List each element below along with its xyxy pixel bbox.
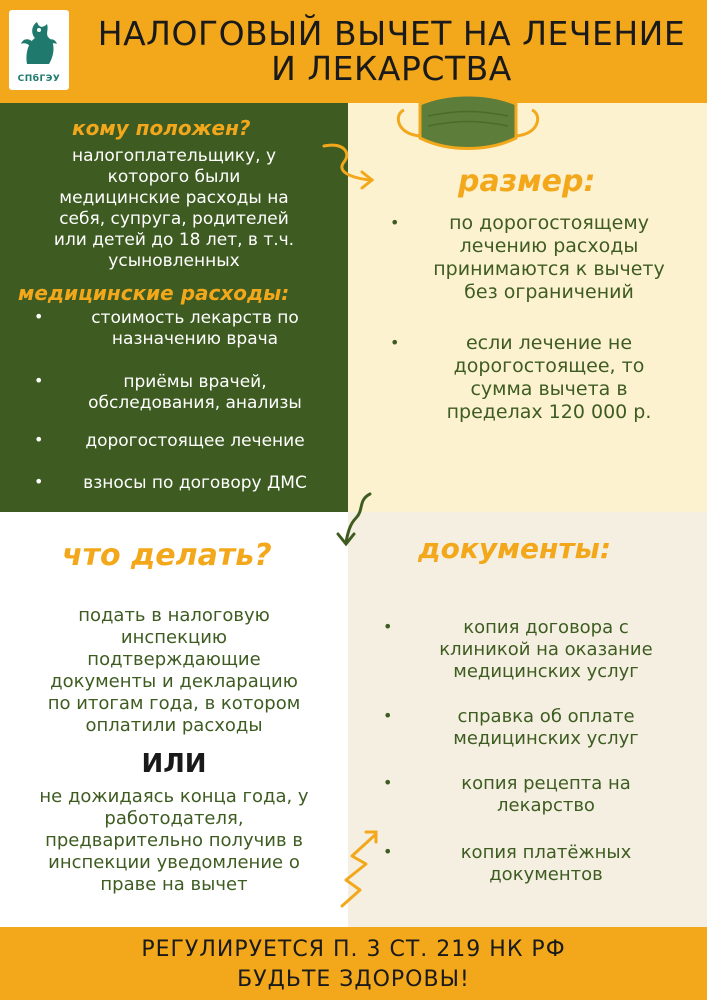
- griffin-logo-icon: [19, 16, 59, 72]
- text-line: лекарство: [497, 795, 595, 816]
- option-2-text: [6, 786, 342, 896]
- expense-item: [50, 308, 340, 350]
- text-line: медицинские расходы на: [59, 188, 289, 208]
- header-banner: [0, 0, 707, 103]
- text-line: сумма вычета в: [470, 378, 628, 400]
- expense-item: [50, 372, 340, 414]
- text-line: праве на вычет: [100, 874, 248, 895]
- bullet-dot: •: [383, 842, 393, 861]
- bullet-dot: •: [383, 773, 393, 792]
- text-line: оплатили расходы: [85, 715, 263, 736]
- bullet-dot: •: [34, 371, 44, 390]
- text-line: клиникой на оказание: [439, 639, 653, 660]
- text-line: медицинских услуг: [453, 728, 639, 749]
- footer-banner: [0, 927, 707, 1000]
- text-line: налогоплательщику, у: [71, 146, 277, 166]
- text-line: без ограничений: [464, 281, 634, 303]
- text-line: справка об оплате: [457, 706, 635, 727]
- documents-heading: документы:: [418, 532, 612, 565]
- logo-text: СПбГЭУ: [17, 74, 61, 84]
- text-line: лечению расходы: [459, 235, 639, 257]
- amount-item: [404, 212, 694, 304]
- text-line: документов: [489, 864, 603, 885]
- medical-mask-icon: [398, 90, 538, 156]
- text-line: дорогостоящее, то: [453, 355, 645, 377]
- text-line: копия договора с: [463, 617, 629, 638]
- regulation-line: РЕГУЛИРУЕТСЯ П. 3 СТ. 219 НК РФ: [141, 937, 566, 962]
- curly-arrow-icon: [322, 140, 382, 192]
- bullet-dot: •: [34, 307, 44, 326]
- bullet-dot: •: [34, 430, 44, 449]
- bullet-dot: •: [390, 333, 400, 352]
- page-title: [80, 16, 703, 86]
- text-line: себя, супруга, родителей: [59, 209, 289, 229]
- title-line: И ЛЕКАРСТВА: [271, 49, 512, 88]
- text-line: пределах 120 000 р.: [446, 401, 652, 423]
- text-line: по дорогостоящему: [449, 212, 649, 234]
- eligibility-text: [20, 146, 328, 272]
- document-item: [398, 773, 694, 817]
- text-line: копия рецепта на: [461, 773, 631, 794]
- bullet-dot: •: [390, 213, 400, 232]
- farewell-line: БУДЬТЕ ЗДОРОВЫ!: [237, 967, 470, 992]
- text-line: медицинских услуг: [453, 661, 639, 682]
- or-separator: ИЛИ: [141, 749, 207, 779]
- text-line: приёмы врачей,: [123, 372, 267, 392]
- text-line: обследования, анализы: [88, 393, 302, 413]
- text-line: или детей до 18 лет, в т.ч.: [53, 230, 295, 250]
- text-line: если лечение не: [465, 332, 633, 354]
- text-line: принимаются к вычету: [433, 258, 665, 280]
- text-line: стоимость лекарств по: [91, 308, 299, 328]
- expense-item: [50, 431, 340, 452]
- text-line: не дожидаясь конца года, у: [39, 786, 309, 807]
- text-line: по итогам года, в котором: [47, 693, 301, 714]
- text-line: инспекции уведомление о: [48, 852, 300, 873]
- eligibility-heading: кому положен?: [72, 116, 251, 140]
- text-line: усыновленных: [108, 251, 240, 271]
- text-line: назначению врача: [111, 329, 279, 349]
- text-line: взносы по договору ДМС: [83, 473, 307, 493]
- amount-item: [404, 332, 694, 424]
- bullet-dot: •: [383, 706, 393, 725]
- expenses-heading: медицинские расходы:: [18, 281, 290, 305]
- text-line: копия платёжных: [460, 842, 632, 863]
- text-line: предварительно получив в: [45, 830, 303, 851]
- text-line: документы и декларацию: [50, 671, 298, 692]
- bullet-dot: •: [34, 472, 44, 491]
- document-item: [398, 842, 694, 886]
- what-to-do-heading: что делать?: [62, 538, 272, 573]
- expense-item: [50, 473, 340, 494]
- option-1-text: [10, 605, 338, 737]
- text-line: дорогостоящее лечение: [85, 431, 305, 451]
- document-item: [398, 706, 694, 750]
- text-line: инспекцию: [120, 627, 228, 648]
- text-line: работодателя,: [104, 808, 244, 829]
- text-line: подтверждающие: [87, 649, 261, 670]
- university-logo: [9, 10, 69, 90]
- amount-heading: размер:: [458, 164, 596, 199]
- document-item: [398, 617, 694, 683]
- curly-arrow-icon: [330, 490, 380, 550]
- zigzag-arrow-icon: [336, 820, 386, 910]
- title-line: НАЛОГОВЫЙ ВЫЧЕТ НА ЛЕЧЕНИЕ: [97, 14, 686, 53]
- text-line: которого были: [107, 167, 241, 187]
- text-line: подать в налоговую: [78, 605, 270, 626]
- bullet-dot: •: [383, 617, 393, 636]
